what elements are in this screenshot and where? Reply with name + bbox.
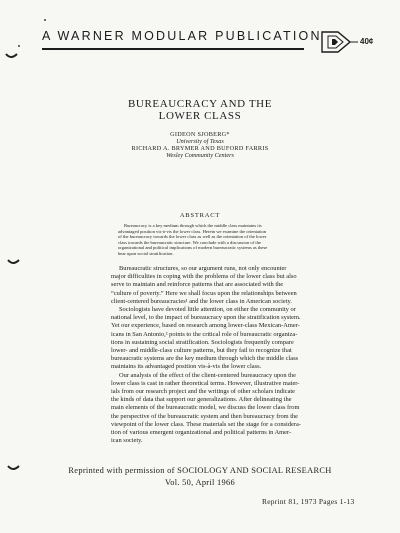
header-rule [42, 48, 304, 50]
body-line: serve to maintain and reinforce patterns that are associated with the [111, 281, 284, 289]
article-title-line-1: BUREAUCRACY AND THE [127, 98, 273, 110]
abstract-line: of the bureaucracy towards the lower class as well as the orientation of the lower [118, 234, 267, 240]
body-line: ican society. [111, 437, 143, 445]
author-2-names: RICHARD A. BRYMER AND BUFORD FARRIS [131, 145, 269, 152]
article-body [111, 265, 330, 445]
body-line: maintains its advantaged position vis-à-vis the lower class. [111, 363, 262, 371]
body-line: bureaucratic systems are the key medium through which the middle class [111, 355, 299, 363]
body-line: viewpoint of the lower class. These materials set the stage for a considera- [111, 420, 301, 428]
body-line: Our analysis of the effect of the client-centered bureaucracy upon the [119, 371, 296, 379]
binder-hole-mark-icon [4, 50, 18, 60]
abstract-line: advantaged position vis-à-vis the lower class. Herein we examine the orientation [118, 228, 267, 234]
body-line: lower class is cast in rather theoretical terms. However, illustrative mater- [111, 379, 300, 387]
author-1-affiliation: University of Texas [176, 138, 224, 145]
body-line: the perspective of the bureaucratic system and then bureaucracy from the [111, 412, 299, 420]
abstract-line: Bureaucracy is a key medium through which the middle class maintains its [124, 223, 262, 228]
abstract-line: class towards the bureaucratic structure. We conclude with a discussion of the [118, 239, 261, 245]
body-line: tions in sustaining social stratification. Sociologists frequently compare [111, 338, 294, 346]
body-line: major difficulties in coping with the problems of the lower class but also [111, 273, 297, 281]
body-line: the kinds of data that support our generalizations. After delineating the [111, 396, 292, 404]
binder-hole-mark-icon [6, 256, 20, 266]
body-line: client-centered bureaucracies¹ and the lower class in American society. [111, 297, 292, 305]
body-line: icans in San Antonio,² points to the critical role of bureaucratic organiza- [111, 330, 298, 338]
abstract-line: bear upon social stratification. [118, 250, 174, 256]
body-line: main elements of the bureaucratic model, we discuss the lower class from [111, 404, 300, 412]
body-line: ials from our research project and the writings of other scholars indicate [111, 388, 296, 396]
body-line: lower- and middle-class culture patterns, but they fail to recognize that [111, 347, 292, 355]
author-2-affiliation: Wesley Community Centers [166, 152, 234, 159]
body-line: “culture of poverty.” Here we shall focus upon the relationships between [111, 289, 297, 297]
scan-speck [18, 45, 20, 47]
body-line: national level, to the impact of bureaucracy upon the stratification system. [111, 314, 301, 322]
publisher-logo-icon [320, 30, 388, 54]
body-line: Sociologists have devoted little attention, on either the community or [119, 306, 296, 314]
publisher-heading: A WARNER MODULAR PUBLICATION [42, 29, 322, 43]
body-line: tion of various emergent organizational and political patterns in Amer- [111, 429, 292, 437]
abstract-text [118, 223, 286, 257]
abstract-line: organizational and political implications of modern bureaucratic systems as these [118, 245, 268, 251]
abstract-heading: ABSTRACT [179, 212, 221, 219]
scan-speck [44, 19, 46, 21]
article-title-line-2: LOWER CLASS [158, 110, 242, 122]
reprint-volume-line: Vol. 50, April 1966 [165, 478, 235, 487]
body-line: Yet our experience, based on research among lower-class Mexican-Amer- [111, 322, 300, 330]
reprint-permission-line: Reprinted with permission of SOCIOLOGY AND SOCIAL RESEARCH [68, 466, 332, 475]
body-line: Bureaucratic structures, so our argument runs, not only encounter [119, 265, 287, 272]
author-1-name: GIDEON SJOBERG* [170, 131, 230, 138]
price-label: 40¢ [360, 37, 374, 46]
reprint-number: Reprint 81, 1973 Pages 1-13 [262, 497, 355, 506]
